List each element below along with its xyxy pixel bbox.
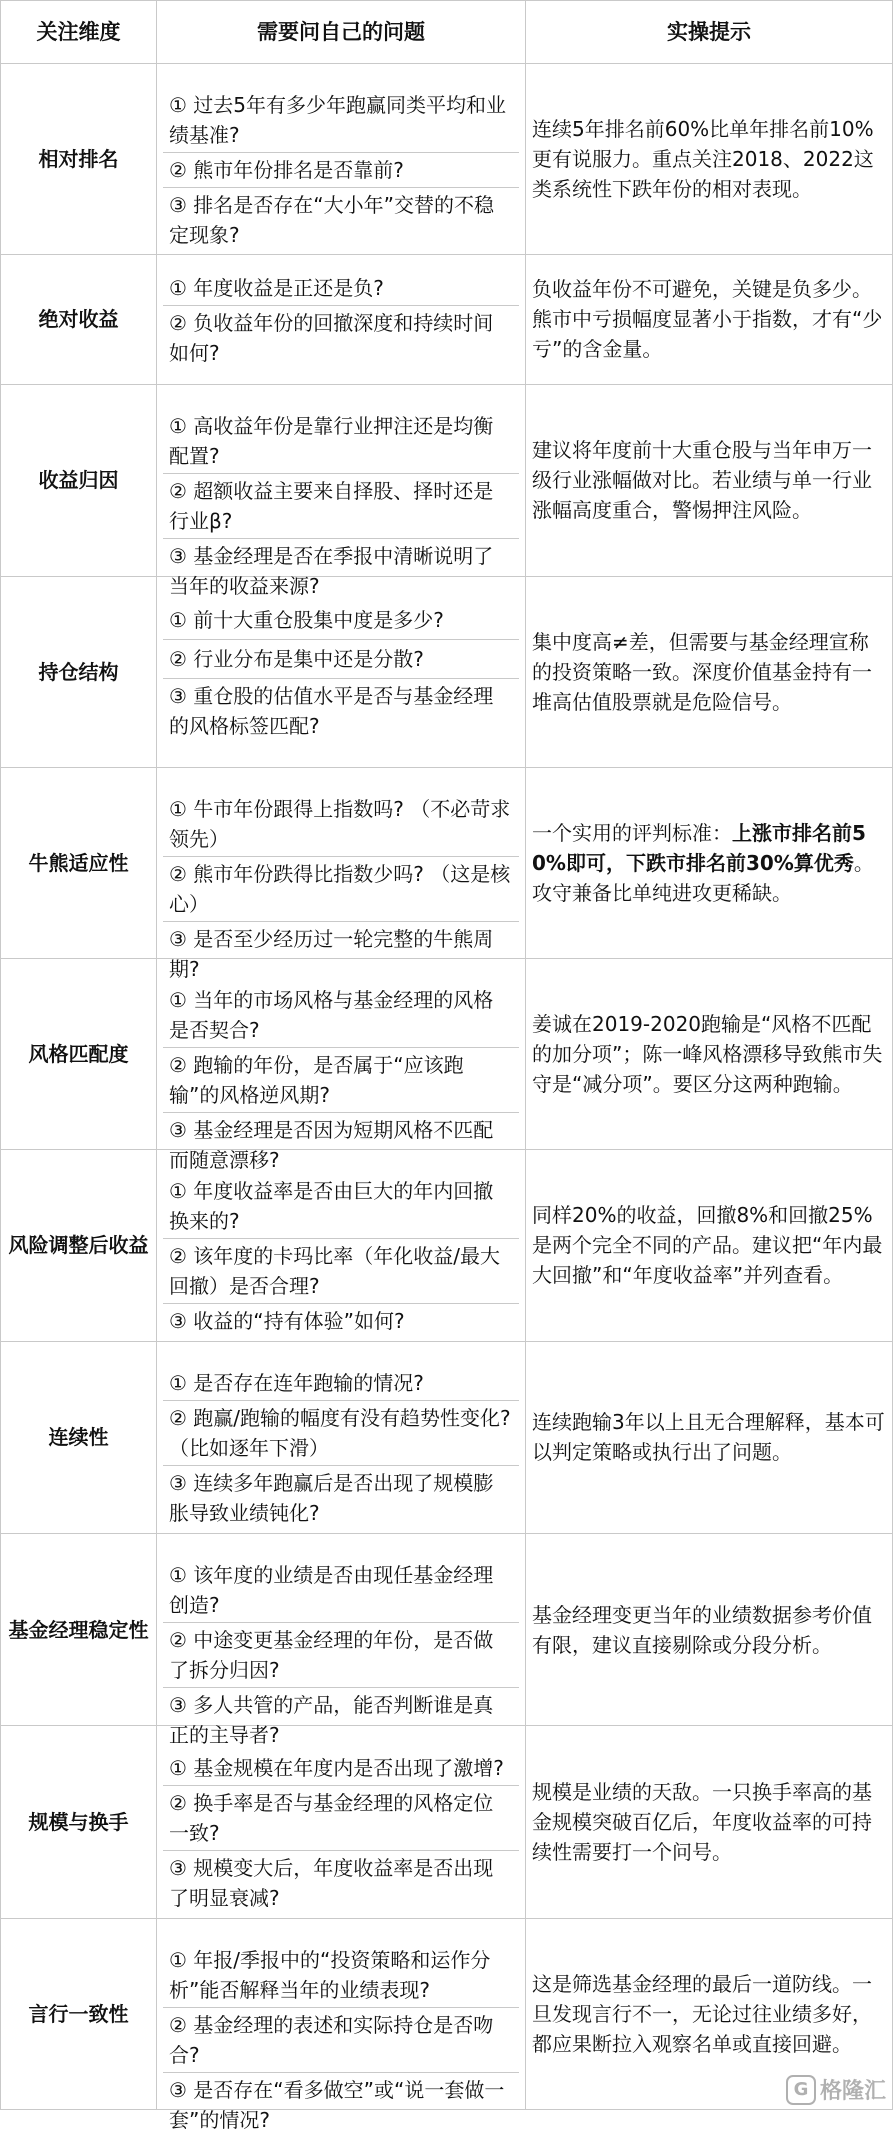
questions-list bbox=[163, 409, 519, 598]
question-text: ① 当年的市场风格与基金经理的风格是否契合? bbox=[169, 988, 494, 1043]
question-item bbox=[163, 306, 519, 370]
question-text: ② 跑赢/跑输的幅度有没有趋势性变化? （比如逐年下滑） bbox=[169, 1405, 511, 1460]
table-row bbox=[1, 1341, 893, 1533]
table-row bbox=[1, 768, 893, 959]
table-row bbox=[1, 1918, 893, 2109]
question-text: ③ 重仓股的估值水平是否与基金经理的风格标签匹配? bbox=[169, 684, 494, 739]
question-item bbox=[163, 1751, 519, 1786]
question-text: ① 牛市年份跟得上指数吗? （不必苛求领先） bbox=[169, 797, 511, 852]
tip-cell: 规模是业绩的天敌。一只换手率高的基金规模突破百亿后，年度收益率的可持续性需要打一个问号。 bbox=[526, 1726, 893, 1918]
header-tips: 实操提示 bbox=[526, 1, 893, 64]
question-item bbox=[163, 1851, 519, 1915]
question-item bbox=[163, 1239, 519, 1304]
question-text: ① 年度收益率是否由巨大的年内回撤换来的? bbox=[169, 1179, 494, 1234]
questions-cell bbox=[157, 577, 526, 768]
question-text: ② 熊市年份排名是否靠前? bbox=[169, 158, 404, 183]
dimension-cell: 言行一致性 bbox=[1, 1918, 157, 2109]
question-text: ② 中途变更基金经理的年份，是否做了拆分归因? bbox=[169, 1628, 494, 1683]
question-text: ③ 连续多年跑赢后是否出现了规模膨胀导致业绩钝化? bbox=[169, 1470, 494, 1525]
question-text: ③ 是否至少经历过一轮完整的牛熊周期? bbox=[169, 927, 494, 982]
questions-list bbox=[163, 271, 519, 367]
question-text: ② 该年度的卡玛比率（年化收益/最大回撤）是否合理? bbox=[169, 1244, 501, 1299]
dimension-cell: 规模与换手 bbox=[1, 1726, 157, 1918]
question-item bbox=[163, 271, 519, 306]
question-text: ② 超额收益主要来自择股、择时还是行业β? bbox=[169, 478, 494, 533]
question-item bbox=[163, 153, 519, 188]
dimension-cell: 相对排名 bbox=[1, 64, 157, 255]
question-text: ③ 收益的“持有体验”如何? bbox=[169, 1309, 405, 1334]
questions-list bbox=[163, 1174, 519, 1334]
question-item bbox=[163, 539, 519, 603]
tip-cell: 同样20%的收益，回撤8%和回撤25%是两个完全不同的产品。建议把“年内最大回撤”和“年度收益率”并列查看。 bbox=[526, 1150, 893, 1341]
questions-list bbox=[163, 601, 519, 743]
questions-cell bbox=[157, 255, 526, 385]
question-text: ② 换手率是否与基金经理的风格定位一致? bbox=[169, 1790, 494, 1845]
question-text: ① 该年度的业绩是否由现任基金经理创造? bbox=[169, 1563, 494, 1618]
question-item bbox=[163, 188, 519, 252]
question-item bbox=[163, 857, 519, 922]
watermark-text: 格隆汇 bbox=[819, 2079, 886, 2104]
tip-cell: 连续5年排名前60%比单年排名前10%更有说服力。重点关注2018、2022这类系统性下跌年份的相对表现。 bbox=[526, 64, 893, 255]
questions-cell bbox=[157, 1726, 526, 1918]
question-item bbox=[163, 409, 519, 474]
tip-cell: 姜诚在2019-2020跑输是“风格不匹配的加分项”；陈一峰风格漂移导致熊市失守是“减分项”。要区分这两种跑输。 bbox=[526, 959, 893, 1150]
table-row bbox=[1, 384, 893, 576]
table-row bbox=[1, 255, 893, 385]
question-item bbox=[163, 1366, 519, 1401]
question-item bbox=[163, 792, 519, 857]
question-text: ③ 是否存在“看多做空”或“说一套做一套”的情况? bbox=[169, 2077, 505, 2132]
question-text: ③ 基金经理是否在季报中清晰说明了当年的收益来源? bbox=[169, 543, 494, 598]
table-row bbox=[1, 64, 893, 255]
question-text: ② 基金经理的表述和实际持仓是否吻合? bbox=[169, 2012, 494, 2067]
tip-cell: 基金经理变更当年的业绩数据参考价值有限，建议直接剔除或分段分析。 bbox=[526, 1533, 893, 1725]
question-item bbox=[163, 1623, 519, 1688]
tip-cell: 建议将年度前十大重仓股与当年申万一级行业涨幅做对比。若业绩与单一行业涨幅高度重合，警惕押注风险。 bbox=[526, 384, 893, 576]
questions-list bbox=[163, 88, 519, 248]
tip-text: 一个实用的评判标准： bbox=[532, 821, 732, 846]
question-item bbox=[163, 2073, 519, 2137]
question-text: ① 基金规模在年度内是否出现了激增? bbox=[169, 1755, 504, 1780]
question-item bbox=[163, 1688, 519, 1752]
tip-cell: 负收益年份不可避免，关键是负多少。熊市中亏损幅度显著小于指数，才有“少亏”的含金量。 bbox=[526, 255, 893, 385]
tip-cell: 这是筛选基金经理的最后一道防线。一旦发现言行不一，无论过往业绩多好，都应果断拉入观察名单或直接回避。 bbox=[526, 1918, 893, 2109]
questions-list bbox=[163, 1558, 519, 1748]
question-item bbox=[163, 88, 519, 153]
questions-cell bbox=[157, 1150, 526, 1341]
question-text: ① 是否存在连年跑输的情况? bbox=[169, 1370, 424, 1395]
questions-cell bbox=[157, 1341, 526, 1533]
question-item bbox=[163, 983, 519, 1048]
header-questions: 需要问自己的问题 bbox=[157, 1, 526, 64]
question-text: ② 行业分布是集中还是分散? bbox=[169, 647, 424, 672]
question-text: ① 年报/季报中的“投资策略和运作分析”能否解释当年的业绩表现? bbox=[169, 1947, 491, 2002]
questions-list bbox=[163, 1366, 519, 1525]
questions-cell bbox=[157, 1918, 526, 2132]
table-row bbox=[1, 577, 893, 768]
questions-list bbox=[163, 1751, 519, 1910]
dimension-cell: 风险调整后收益 bbox=[1, 1150, 157, 1341]
dimension-cell: 收益归因 bbox=[1, 384, 157, 576]
question-text: ③ 规模变大后，年度收益率是否出现了明显衰减? bbox=[169, 1855, 494, 1910]
question-item bbox=[163, 1558, 519, 1623]
question-item bbox=[163, 1174, 519, 1239]
table-row bbox=[1, 959, 893, 1150]
table-row bbox=[1, 1150, 893, 1341]
question-item bbox=[163, 679, 519, 743]
tip-cell: 连续跑输3年以上且无合理解释，基本可以判定策略或执行出了问题。 bbox=[526, 1341, 893, 1533]
table-row bbox=[1, 1533, 893, 1725]
dimension-cell: 风格匹配度 bbox=[1, 959, 157, 1150]
question-text: ② 跑输的年份，是否属于“应该跑输”的风格逆风期? bbox=[169, 1053, 464, 1108]
dimension-cell: 牛熊适应性 bbox=[1, 768, 157, 959]
dimension-cell: 绝对收益 bbox=[1, 255, 157, 385]
question-item bbox=[163, 1401, 519, 1466]
dimension-cell: 持仓结构 bbox=[1, 577, 157, 768]
questions-cell bbox=[157, 384, 526, 598]
dimension-cell: 连续性 bbox=[1, 1341, 157, 1533]
question-item bbox=[163, 1048, 519, 1113]
question-item bbox=[163, 1466, 519, 1530]
question-text: ① 前十大重仓股集中度是多少? bbox=[169, 608, 444, 633]
question-item bbox=[163, 922, 519, 986]
questions-list bbox=[163, 983, 519, 1173]
question-item bbox=[163, 1304, 519, 1338]
question-text: ② 熊市年份跌得比指数少吗? （这是核心） bbox=[169, 862, 511, 917]
question-item bbox=[163, 601, 519, 640]
questions-cell bbox=[157, 1533, 526, 1748]
question-text: ① 过去5年有多少年跑赢同类平均和业绩基准? bbox=[169, 93, 507, 148]
questions-cell bbox=[157, 768, 526, 982]
question-text: ③ 排名是否存在“大小年”交替的不稳定现象? bbox=[169, 193, 495, 248]
questions-cell bbox=[157, 64, 526, 255]
question-text: ② 负收益年份的回撤深度和持续时间如何? bbox=[169, 311, 494, 366]
question-text: ③ 多人共管的产品，能否判断谁是真正的主导者? bbox=[169, 1693, 494, 1748]
question-item bbox=[163, 474, 519, 539]
question-item bbox=[163, 1113, 519, 1177]
tip-cell bbox=[526, 768, 893, 959]
gelonghui-logo-icon: G bbox=[786, 2075, 816, 2105]
questions-cell bbox=[157, 959, 526, 1173]
tip-text: 。攻守兼备比单纯进攻更稀缺。 bbox=[532, 851, 874, 906]
question-text: ① 年度收益是正还是负? bbox=[169, 276, 384, 301]
question-item bbox=[163, 2008, 519, 2073]
watermark bbox=[786, 2074, 886, 2105]
question-text: ① 高收益年份是靠行业押注还是均衡配置? bbox=[169, 413, 494, 468]
question-text: ③ 基金经理是否因为短期风格不匹配而随意漂移? bbox=[169, 1118, 494, 1173]
tip-cell: 集中度高≠差，但需要与基金经理宣称的投资策略一致。深度价值基金持有一堆高估值股票就是危险信号。 bbox=[526, 577, 893, 768]
dimension-cell: 基金经理稳定性 bbox=[1, 1533, 157, 1725]
tip-emphasis: 上涨市排名前50%即可，下跌市排名前30%算优秀 bbox=[532, 821, 866, 876]
header-dimension: 关注维度 bbox=[1, 1, 157, 64]
question-item bbox=[163, 640, 519, 679]
table-header-row bbox=[1, 1, 893, 64]
table-row bbox=[1, 1726, 893, 1918]
questions-list bbox=[163, 792, 519, 982]
question-item bbox=[163, 1943, 519, 2008]
questions-list bbox=[163, 1943, 519, 2132]
question-item bbox=[163, 1786, 519, 1851]
